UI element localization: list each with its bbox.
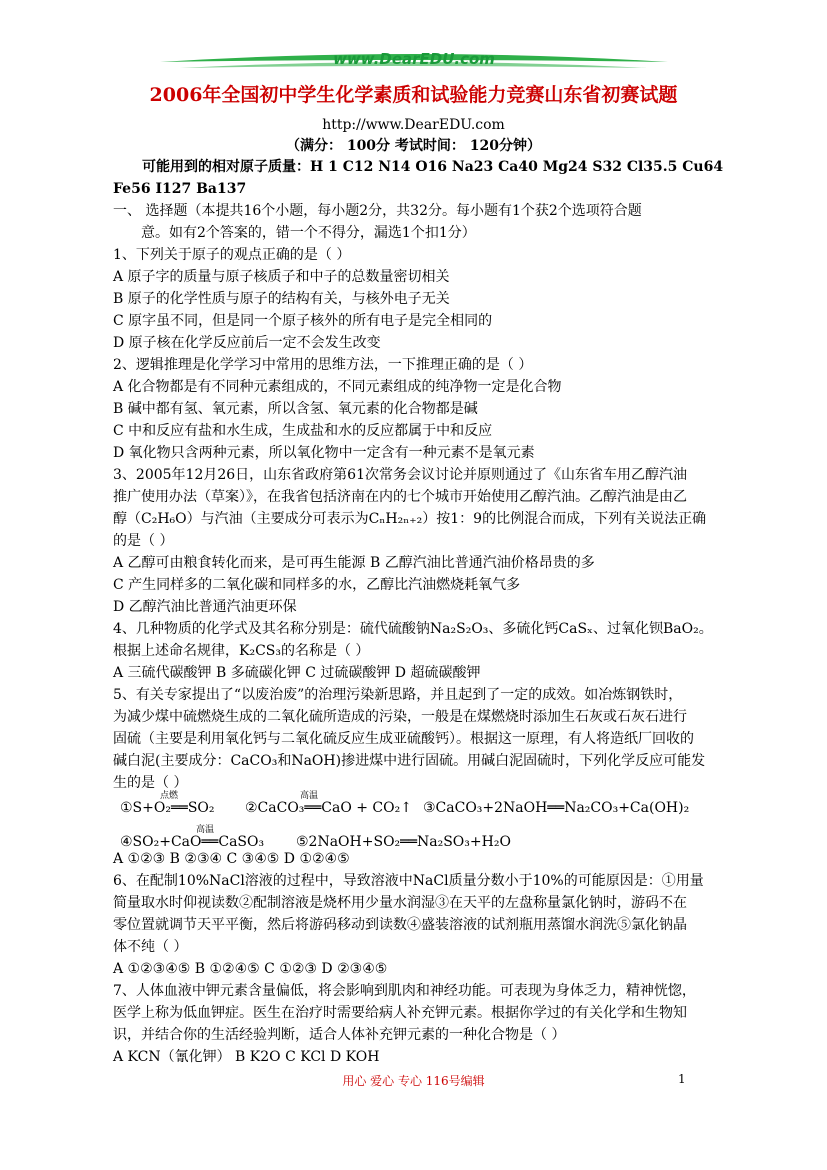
question-line: B 原子的化学性质与原子的结构有关，与核外电子无关 <box>113 291 450 307</box>
footer-slogan: 用心 爱心 专心 116号编辑 <box>342 1074 485 1088</box>
eq2-condition: 高温 <box>300 791 319 801</box>
question-line: 零位置就调节天平平衡，然后将游码移动到读数④盛装溶液的试剂瓶用蒸馏水润洗⑤氯化钠晶 <box>113 917 687 933</box>
eq1-condition: 点燃 <box>160 791 179 801</box>
question-line: 4、几种物质的化学式及其名称分别是：硫代硫酸钠Na₂S₂O₃、多硫化钙CaSₓ、过氧化钡BaO₂。 <box>113 621 713 637</box>
site-url: http://www.DearEDU.com <box>322 117 505 133</box>
answer-options: A KCN（氰化钾） B K2O C KCl D KOH <box>113 1049 380 1065</box>
atomic-mass-line-2: Fe56 I127 Ba137 <box>113 181 247 197</box>
question-line: 识，并结合你的生活经验判断，适合人体补充钾元素的一种化合物是（ ） <box>113 1027 566 1043</box>
site-logo-text: www.DearEDU.com <box>333 50 495 68</box>
answer-options: A ①②③④⑤ B ①②④⑤ C ①②③ D ②③④⑤ <box>113 961 388 977</box>
question-line: 固硫（主要是利用氧化钙与二氧化硫反应生成亚硫酸钙）。根据这一原理，有人将造纸厂回收的 <box>113 731 694 747</box>
question-line: 医学上称为低血钾症。医生在治疗时需要给病人补充钾元素。根据你学过的有关化学和生物知 <box>113 1005 687 1021</box>
question-line: 3、2005年12月26日，山东省政府第61次常务会议讨论并原则通过了《山东省车用乙醇汽油 <box>113 467 687 483</box>
question-line: A 乙醇可由粮食转化而来，是可再生能源 B 乙醇汽油比普通汽油价格昂贵的多 <box>113 555 595 571</box>
question-line: 的是（ ） <box>113 533 174 549</box>
page-number: 1 <box>678 1072 686 1086</box>
section-heading-cont: 意。如有2个答案的，错一个不得分，漏选1个扣1分） <box>141 225 476 241</box>
question-line: A 原子字的质量与原子核质子和中子的总数量密切相关 <box>113 269 450 285</box>
question-line: C 中和反应有盐和水生成，生成盐和水的反应都属于中和反应 <box>113 423 493 439</box>
question-line: 推广使用办法（草案）》，在我省包括济南在内的七个城市开始使用乙醇汽油。乙醇汽油是由乙 <box>113 489 687 505</box>
question-line: 体不纯（ ） <box>113 939 188 955</box>
equation-1: ①S+O₂══SO₂ <box>120 800 215 816</box>
question-line: C 产生同样多的二氧化碳和同样多的水，乙醇比汽油燃烧耗氧气多 <box>113 577 521 593</box>
question-line: C 原字虽不同，但是同一个原子核外的所有电子是完全相同的 <box>113 313 493 329</box>
page-title: 2006年全国初中学生化学素质和试验能力竞赛山东省初赛试题 <box>149 84 678 106</box>
equation-4: ④SO₂+CaO══CaSO₃ <box>120 834 265 850</box>
question-line: D 氧化物只含两种元素，所以氧化物中一定含有一种元素不是氧元素 <box>113 445 535 461</box>
question-line: 简量取水时仰视读数②配制溶液是烧杯用少量水润湿③在天平的左盘称量氯化钠时，游码不在 <box>113 895 687 911</box>
question-line: 1、下列关于原子的观点正确的是（ ） <box>113 247 351 263</box>
site-banner <box>160 48 668 74</box>
question-line: 5、有关专家提出了“以废治废”的治理污染新思路，并且起到了一定的成效。如冶炼钢铁时， <box>113 687 683 703</box>
question-line: B 碱中都有氢、氧元素，所以含氢、氧元素的化合物都是碱 <box>113 401 478 417</box>
question-line: 6、在配制10%NaCl溶液的过程中，导致溶液中NaCl质量分数小于10%的可能原因是：①用量 <box>113 873 704 889</box>
question-line: 7、人体血液中钾元素含量偏低，将会影响到肌肉和神经功能。可表现为身体乏力，精神恍惚， <box>113 983 696 999</box>
score-time: （满分： 100分 考试时间： 120分钟） <box>285 138 542 154</box>
question-line: D 乙醇汽油比普通汽油更环保 <box>113 599 297 615</box>
question-line: D 原子核在化学反应前后一定不会发生改变 <box>113 335 381 351</box>
section-heading: 一、 选择题（本提共16个小题，每小题2分，共32分。每小题有1个获2个选项符合题 <box>113 203 642 219</box>
question-line: 根据上述命名规律，K₂CS₃的名称是（ ） <box>113 643 370 659</box>
question-line: A 化合物都是有不同种元素组成的，不同元素组成的纯净物一定是化合物 <box>113 379 562 395</box>
question-line: 醇（C₂H₆O）与汽油（主要成分可表示为CₙH₂ₙ₊₂）按1：9的比例混合而成，下列有关说法正确 <box>113 511 707 527</box>
equation-2: ②CaCO₃══CaO + CO₂↑ <box>245 800 412 816</box>
equation-5: ⑤2NaOH+SO₂══Na₂SO₃+H₂O <box>296 834 511 850</box>
atomic-mass-line-1: 可能用到的相对原子质量：H 1 C12 N14 O16 Na23 Ca40 Mg24 S32 Cl35.5 Cu64 <box>142 159 724 175</box>
question-line: 2、逻辑推理是化学学习中常用的思维方法，一下推理正确的是（ ） <box>113 357 533 373</box>
question-line: 生的是（ ） <box>113 775 188 791</box>
equation-3: ③CaCO₃+2NaOH══Na₂CO₃+Ca(OH)₂ <box>423 800 690 816</box>
question-line: 为减少煤中硫燃烧生成的二氧化硫所造成的污染，一般是在煤燃烧时添加生石灰或石灰石进行 <box>113 709 687 725</box>
question-line: 碱白泥(主要成分：CaCO₃和NaOH)掺进煤中进行固硫。用碱白泥固硫时，下列化学反应可能发 <box>113 753 706 769</box>
question-line: A 三硫代碳酸钾 B 多硫碳化钾 C 过硫碳酸钾 D 超硫碳酸钾 <box>113 665 481 681</box>
eq4-condition: 高温 <box>196 825 215 835</box>
answer-options: A ①②③ B ②③④ C ③④⑤ D ①②④⑤ <box>113 851 350 867</box>
